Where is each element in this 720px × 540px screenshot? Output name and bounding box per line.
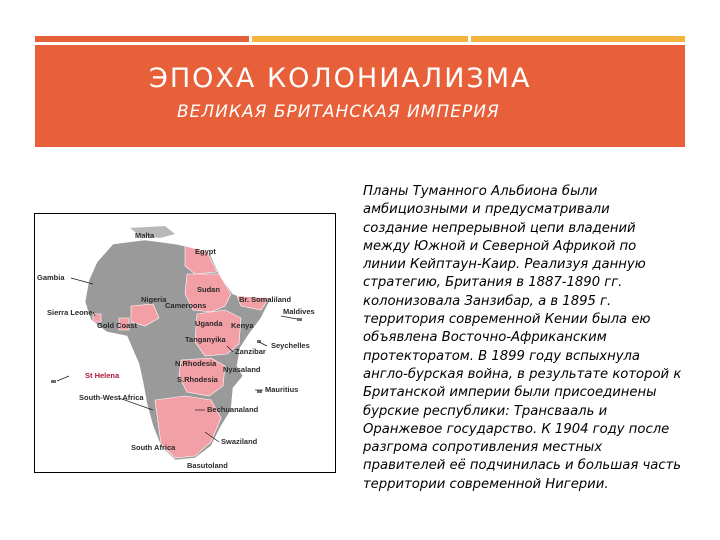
label-nyasaland: Nyasaland bbox=[223, 365, 261, 374]
label-sierra-leone: Sierra Leone bbox=[47, 308, 93, 317]
body-line: правителей её подчинилась и большая часть bbox=[363, 458, 682, 474]
label-seychelles: Seychelles bbox=[271, 341, 310, 350]
body-line: территория современной Кении была ею bbox=[363, 312, 651, 328]
body-line: Оранжевое государство. К 1904 году после bbox=[363, 421, 670, 437]
label-n-rhodesia: N.Rhodesia bbox=[175, 359, 217, 368]
accent-stripe-right bbox=[471, 36, 685, 42]
label-gambia: Gambia bbox=[37, 273, 65, 282]
slide-subtitle: ВЕЛИКАЯ БРИТАНСКАЯ ИМПЕРИЯ bbox=[177, 102, 500, 122]
label-sudan: Sudan bbox=[197, 285, 220, 294]
label-s-rhodesia: S.Rhodesia bbox=[177, 375, 218, 384]
accent-stripe-middle bbox=[252, 36, 468, 42]
label-bechuanaland: Bechuanaland bbox=[207, 405, 259, 414]
body-line: англо-бурская война, в результате которой к bbox=[363, 366, 682, 382]
body-line: между Южной и Северной Африкой по bbox=[363, 238, 637, 254]
body-line: бурские республики: Трансвааль и bbox=[363, 403, 608, 419]
mauritius-marker bbox=[257, 390, 262, 393]
label-cameroons: Cameroons bbox=[165, 301, 207, 310]
body-line: Британской империи были присоединены bbox=[363, 385, 657, 401]
label-zanzibar: Zanzibar bbox=[235, 347, 266, 356]
accent-stripe-left bbox=[35, 36, 249, 42]
body-line: территории современной Нигерии. bbox=[363, 476, 609, 492]
body-line: создание непрерывной цепи владений bbox=[363, 220, 636, 236]
label-malta: Malta bbox=[135, 231, 155, 240]
label-gold-coast: Gold Coast bbox=[97, 321, 138, 330]
label-south-africa: South Africa bbox=[131, 443, 176, 452]
label-egypt: Egypt bbox=[195, 247, 216, 256]
label-south-west-africa: South-West Africa bbox=[79, 393, 144, 402]
body-line: разгрома сопротивления местных bbox=[363, 440, 603, 456]
label-tanganyika: Tanganyika bbox=[185, 335, 226, 344]
africa-map-drawing bbox=[35, 214, 335, 472]
label-br-somaliland: Br. Somaliland bbox=[239, 295, 292, 304]
body-line: объявлена Восточно-Африканским bbox=[363, 330, 607, 346]
label-st-helena: St Helena bbox=[85, 371, 120, 380]
body-line: протекторатом. В 1899 году вспыхнула bbox=[363, 348, 641, 364]
label-mauritius: Mauritius bbox=[265, 385, 299, 394]
label-nigeria: Nigeria bbox=[141, 295, 167, 304]
label-uganda: Uganda bbox=[195, 319, 223, 328]
body-line: стратегию, Британия в 1887-1890 гг. bbox=[363, 275, 623, 291]
body-line: линии Кейптаун-Каир. Реализуя данную bbox=[363, 257, 646, 273]
st-helena-marker bbox=[51, 380, 56, 383]
body-line: амбициозными и предусматривали bbox=[363, 202, 610, 218]
label-maldives: Maldives bbox=[283, 307, 315, 316]
title-banner bbox=[35, 45, 685, 147]
maldives-marker bbox=[297, 318, 302, 321]
label-kenya: Kenya bbox=[231, 321, 254, 330]
africa-map bbox=[34, 213, 336, 473]
body-line: Планы Туманного Альбиона были bbox=[363, 184, 598, 199]
slide-title: ЭПОХА КОЛОНИАЛИЗМА bbox=[149, 63, 532, 94]
body-text bbox=[363, 183, 713, 494]
body-line: колонизовала Занзибар, а в 1895 г. bbox=[363, 293, 612, 309]
label-basutoland: Basutoland bbox=[187, 461, 228, 470]
label-swaziland: Swaziland bbox=[221, 437, 258, 446]
